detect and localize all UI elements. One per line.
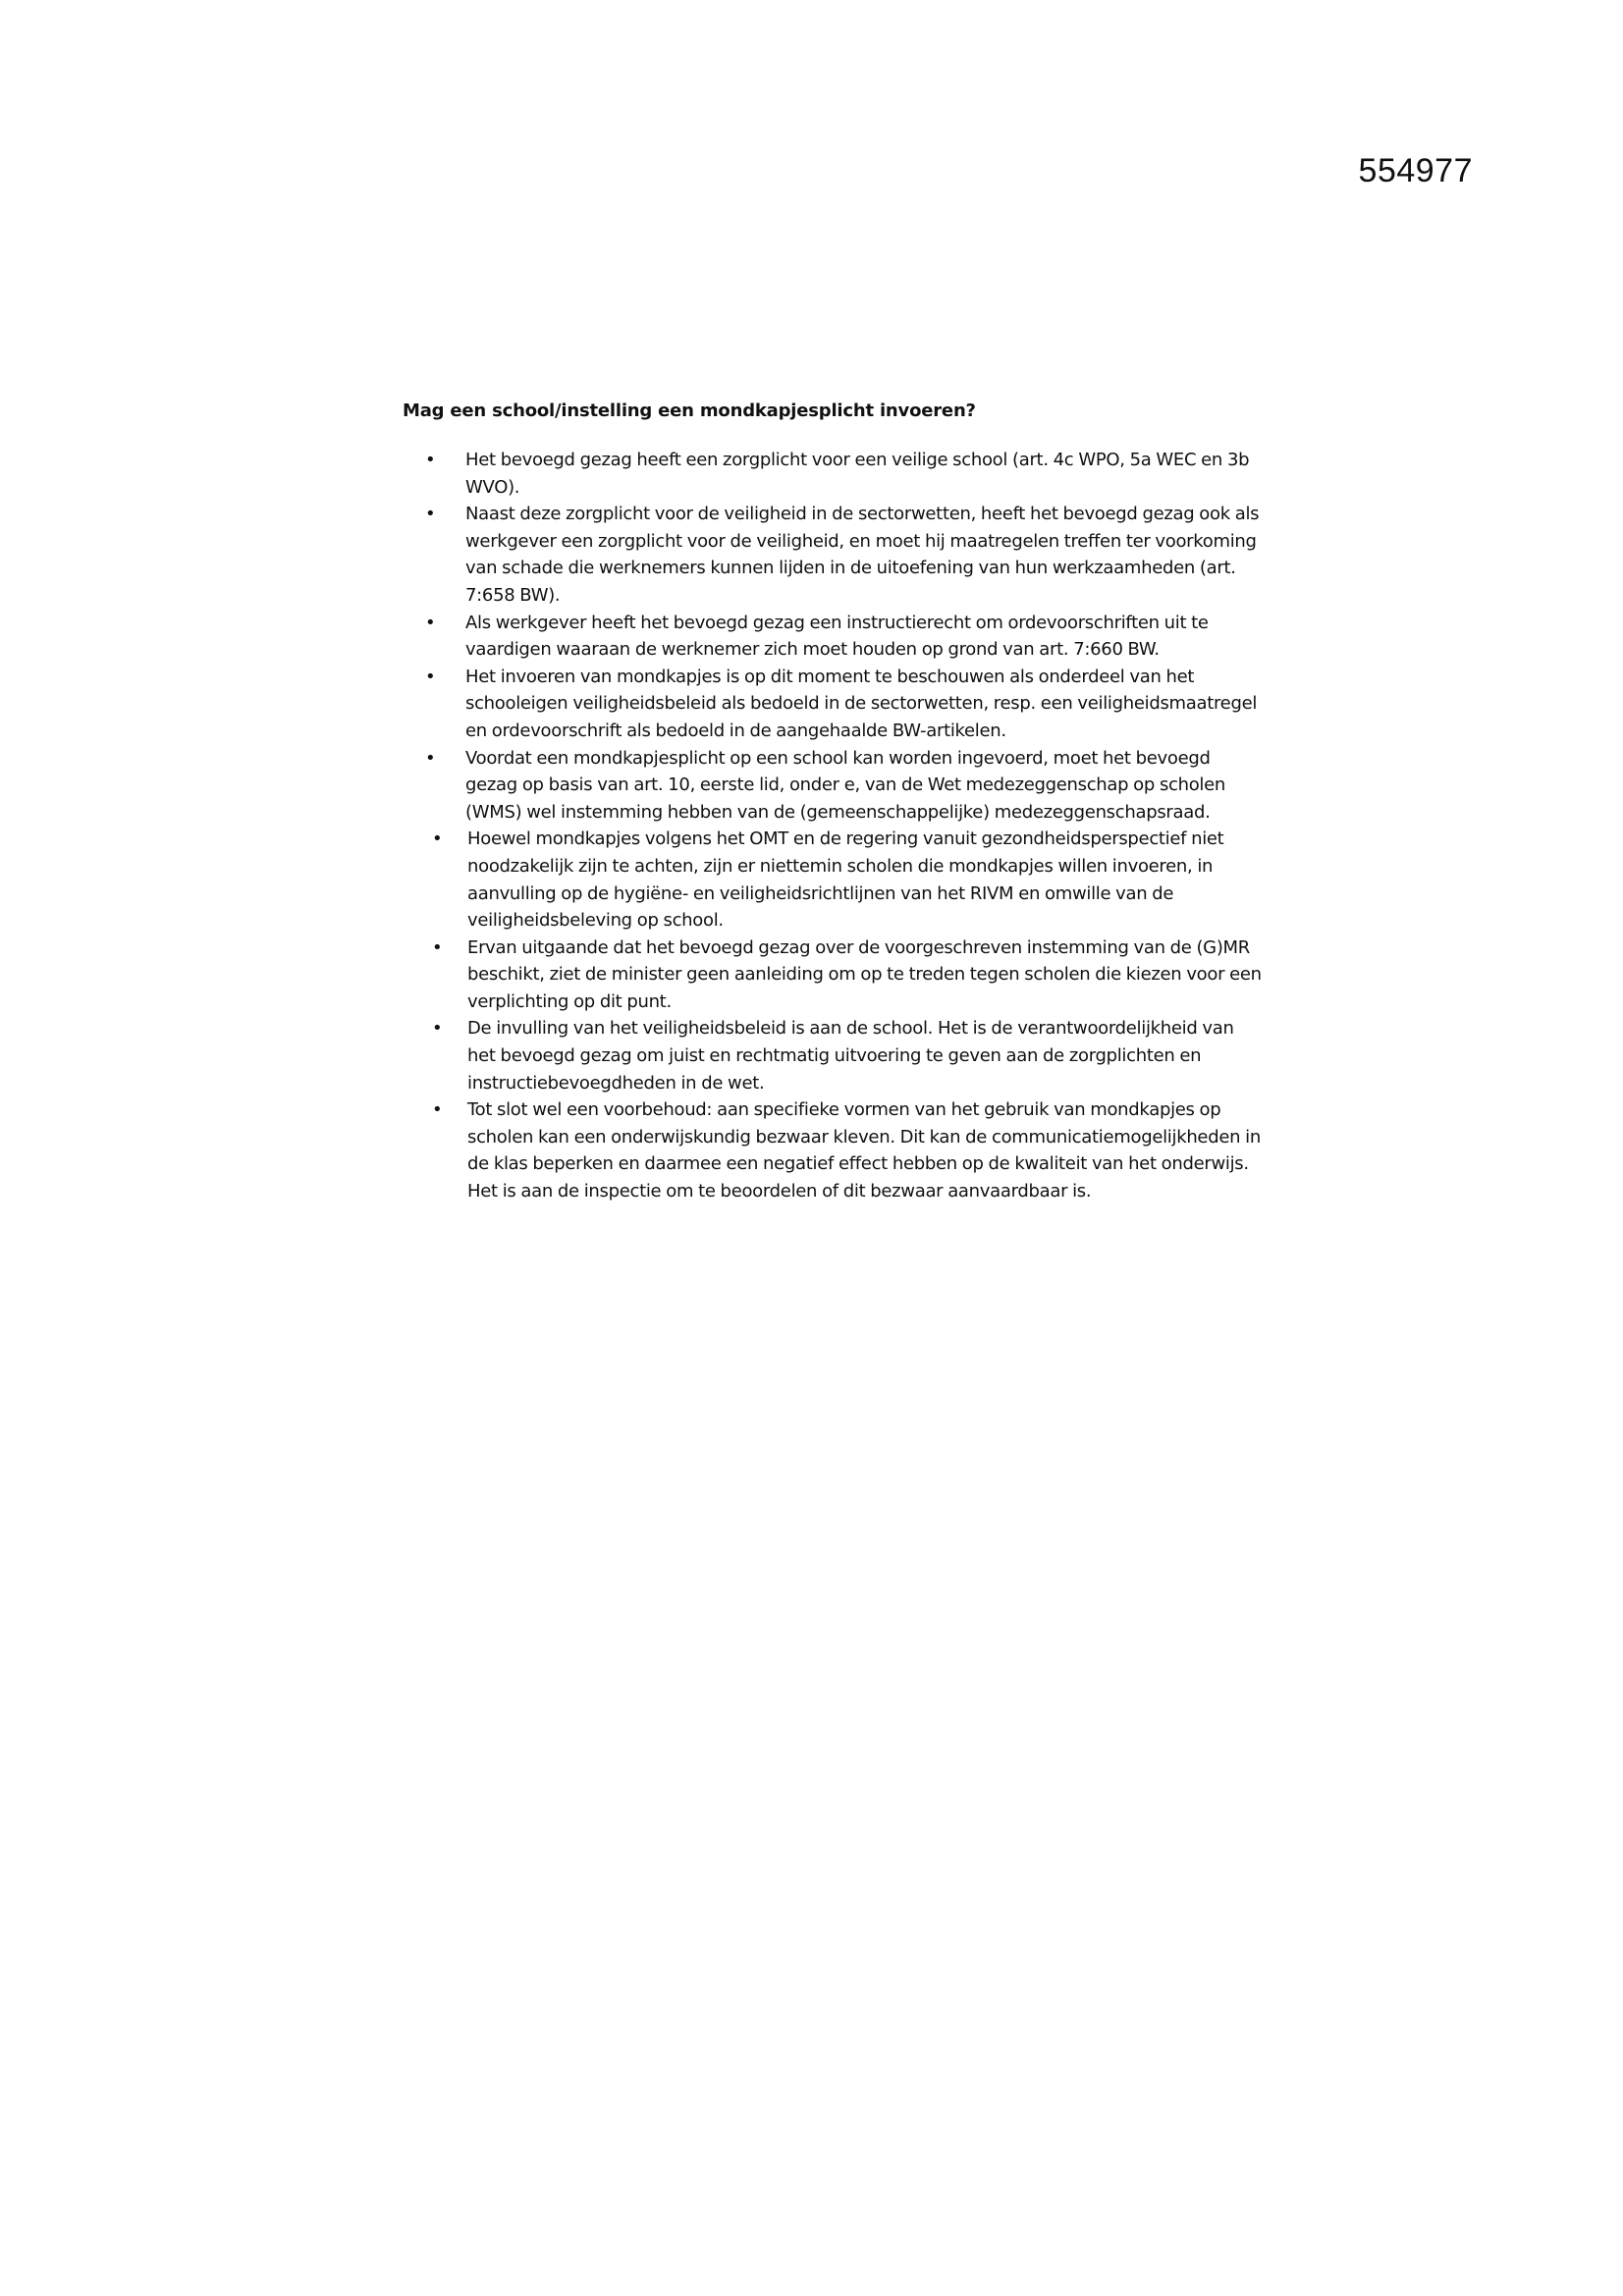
list-item (403, 934, 1267, 1016)
list-item-text: Hoewel mondkapjes volgens het OMT en de regering vanuit gezondheidsperspectief niet noodzakelijk zijn te achten, zijn er niettemin scholen die mondkapjes willen invoeren, in aanvulling op de hygiëne- en veiligheidsrichtlijnen van het RIVM en omwille van de veiligheidsbeleving op school. (467, 828, 1224, 932)
list-item (403, 1096, 1267, 1204)
document-title: Mag een school/instelling een mondkapjesplicht invoeren? (403, 400, 976, 421)
list-item (403, 501, 1267, 609)
bullet-icon: • (432, 1099, 443, 1121)
list-item (403, 664, 1267, 745)
list-item-text: Het bevoegd gezag heeft een zorgplicht voor een veilige school (art. 4c WPO, 5a WEC en 3b WVO). (465, 450, 1250, 498)
bullet-icon: • (425, 666, 436, 687)
document-number: 554977 (1358, 152, 1473, 189)
document-body (403, 400, 1267, 1205)
list-item-text: Voordat een mondkapjesplicht op een school kan worden ingevoerd, moet het bevoegd gezag op basis van art. 10, eerste lid, onder e, van de Wet medezeggenschap op scholen (WMS) wel instemming hebben van de (gemeenschappelijke) medezeggenschapsraad. (465, 747, 1226, 823)
list-item (403, 447, 1267, 501)
bullet-icon: • (432, 1018, 443, 1040)
list-item-text: Als werkgever heeft het bevoegd gezag een instructierecht om ordevoorschriften uit te vaardigen waaraan de werknemer zich moet houden op grond van art. 7:660 BW. (465, 612, 1209, 661)
list-item-text: Naast deze zorgplicht voor de veiligheid in de sectorwetten, heeft het bevoegd gezag ook als werkgever een zorgplicht voor de veiligheid, en moet hij maatregelen treffen ter voorkoming van schade die werknemers kunnen lijden in de uitoefening van hun werkzaamheden (art. 7:658 BW). (465, 504, 1260, 606)
list-item (403, 826, 1267, 934)
list-item-text: Ervan uitgaande dat het bevoegd gezag over de voorgeschreven instemming van de (G)MR beschikt, ziet de minister geen aanleiding om op te treden tegen scholen die kiezen voor een verplichting op dit punt. (467, 936, 1262, 1012)
bullet-icon: • (425, 612, 436, 633)
bullet-icon: • (425, 747, 436, 769)
list-item-text: Het invoeren van mondkapjes is op dit moment te beschouwen als onderdeel van het schooleigen veiligheidsbeleid als bedoeld in de sectorwetten, resp. een veiligheidsmaatregel en ordevoorschrift als bedoeld in de aangehaalde BW-artikelen. (465, 666, 1258, 741)
list-item-text: De invulling van het veiligheidsbeleid is aan de school. Het is de verantwoordelijkheid van het bevoegd gezag om juist en rechtmatig uitvoering te geven aan de zorgplichten en instructiebevoegdheden in de wet. (467, 1018, 1234, 1094)
list-item (403, 610, 1267, 664)
bullet-icon: • (425, 504, 436, 525)
list-item (403, 745, 1267, 827)
bullet-icon: • (425, 450, 436, 470)
bullet-icon: • (432, 936, 443, 958)
bullet-list (403, 447, 1267, 1205)
bullet-icon: • (432, 828, 443, 850)
list-item (403, 1015, 1267, 1096)
list-item-text: Tot slot wel een voorbehoud: aan specifieke vormen van het gebruik van mondkapjes op scholen kan een onderwijskundig bezwaar kleven. Dit kan de communicatiemogelijkheden in de klas beperken en daarmee een negatief effect hebben op de kwaliteit van het onderwijs. Het is aan de inspectie om te beoordelen of dit bezwaar aanvaardbaar is. (467, 1099, 1261, 1202)
